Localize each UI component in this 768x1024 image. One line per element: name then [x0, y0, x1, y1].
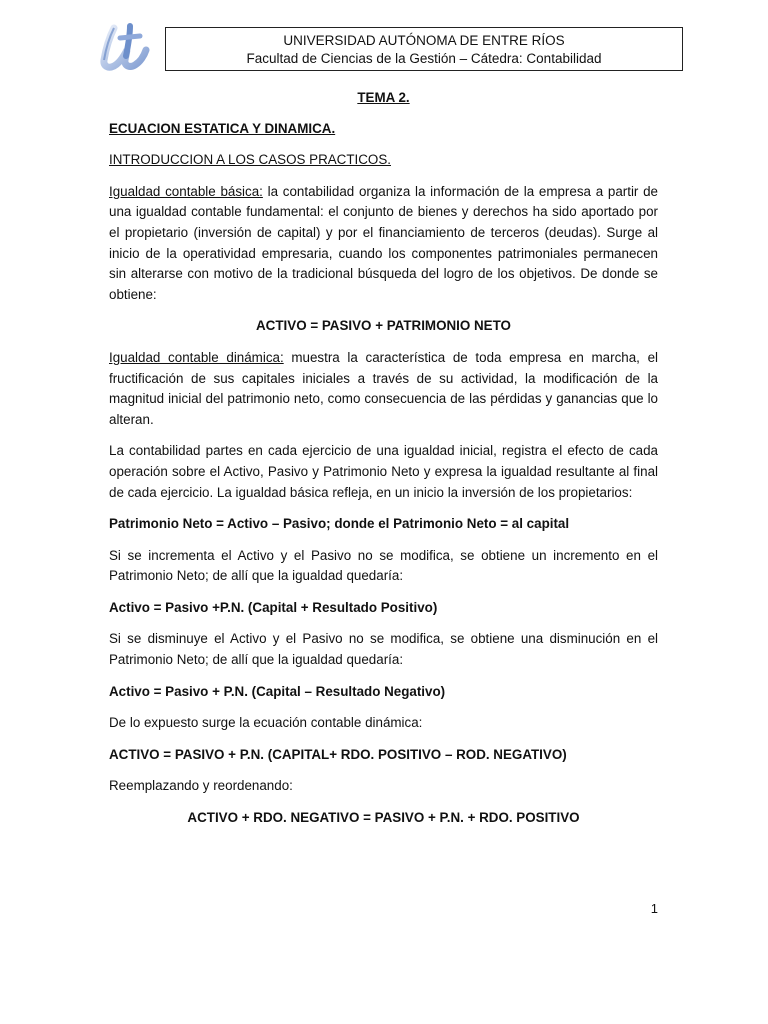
paragraph-disminucion: Si se disminuye el Activo y el Pasivo no se modifica, se obtiene una disminución en el Patrimonio Neto; de allí que la igualdad quedaría:	[109, 631, 658, 668]
paragraph-igualdad-basica	[109, 182, 658, 306]
document-body	[109, 88, 658, 840]
page-number: 1	[650, 901, 658, 916]
term-label: Igualdad contable dinámica:	[109, 349, 284, 365]
paragraph-text: muestra la característica de toda empresa en marcha, el fructificación de sus capitales iniciales a través de su actividad, la modificación de la magnitud inicial del patrimonio neto, como consecuencia de las pérdidas y ganancias que lo alteran.	[109, 349, 658, 427]
header-box	[165, 27, 683, 71]
section-heading: ECUACION ESTATICA Y DINAMICA.	[109, 120, 336, 136]
equation-resultado-negativo: Activo = Pasivo + P.N. (Capital – Resultado Negativo)	[109, 683, 446, 699]
subsection-heading: INTRODUCCION A LOS CASOS PRACTICOS.	[109, 152, 391, 168]
equation-patrimonio: Patrimonio Neto = Activo – Pasivo; donde el Patrimonio Neto = al capital	[109, 516, 570, 532]
term-label: Igualdad contable básica:	[109, 183, 263, 199]
paragraph-igualdad-dinamica	[109, 348, 658, 430]
equation-basic: ACTIVO = PASIVO + PATRIMONIO NETO	[256, 318, 511, 334]
paragraph-text: la contabilidad organiza la información de la empresa a partir de una igualdad contable fundamental: el conjunto de bienes y derechos ha sido aportado por el propietario (inversión de capital) y por el financiamiento de terceros (deudas). Surge al inicio de la operatividad empresaria, cuando los componentes patrimoniales permanecen sin alterarse con motivo de la tradicional búsqueda del logro de los objetivos. De donde se obtiene:	[109, 183, 659, 302]
equation-dinamica: ACTIVO = PASIVO + P.N. (CAPITAL+ RDO. POSITIVO – ROD. NEGATIVO)	[109, 746, 567, 762]
university-logo-icon	[100, 22, 154, 72]
paragraph-reemplazando: Reemplazando y reordenando:	[109, 778, 293, 794]
paragraph-contabilidad: La contabilidad partes en cada ejercicio de una igualdad inicial, registra el efecto de cada operación sobre el Activo, Pasivo y Patrimonio Neto y expresa la igualdad resultante al final de cada ejercicio. La igualdad básica refleja, en un inicio la inversión de los propietarios:	[109, 443, 658, 500]
paragraph-incremento: Si se incrementa el Activo y el Pasivo no se modifica, se obtiene un incremento en el Patrimonio Neto; de allí que la igualdad quedaría:	[109, 547, 658, 584]
university-name: UNIVERSIDAD AUTÓNOMA DE ENTRE RÍOS	[283, 33, 565, 48]
paragraph-expuesto: De lo expuesto surge la ecuación contable dinámica:	[109, 715, 423, 731]
equation-resultado-positivo: Activo = Pasivo +P.N. (Capital + Resultado Positivo)	[109, 599, 438, 615]
tema-title: TEMA 2.	[357, 90, 410, 105]
equation-reordenada: ACTIVO + RDO. NEGATIVO = PASIVO + P.N. + RDO. POSITIVO	[187, 810, 580, 826]
faculty-name: Facultad de Ciencias de la Gestión – Cátedra: Contabilidad	[246, 51, 602, 66]
